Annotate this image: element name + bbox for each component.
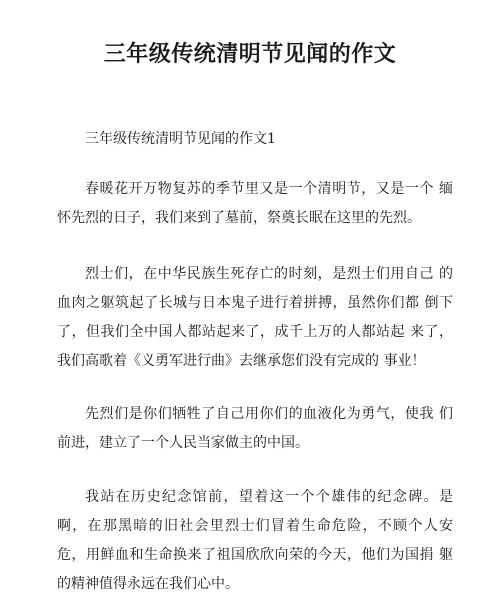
paragraph-4: 我站在历史纪念馆前，望着这一个个雄伟的纪念碑。是 啊，在那黑暗的旧社会里烈士们冒着生命危险，不顾个人安 危，用鲜血和生命换来了祖国欣欣向荣的今天，他们为国捐 躯的精神值得永远在我们心中。	[57, 489, 453, 592]
article-body	[57, 128, 453, 599]
paragraph-1: 春暖花开万物复苏的季节里又是一个清明节，又是一个 缅怀先烈的日子，我们来到了墓前，祭奠长眠在这里的先烈。	[57, 181, 453, 226]
article-subtitle: 三年级传统清明节见闻的作文1	[85, 131, 276, 147]
paragraph-2: 烈士们，在中华民族生死存亡的时刻，是烈士们用自己 的血肉之躯筑起了长城与日本鬼子进行着拼搏，虽然你们都 倒下了，但我们全中国人都站起来了，成千上万的人都站起 来了，我们高歌着《义勇军进行曲》去继承您们没有完成的 事业！	[57, 266, 453, 369]
paragraph-3: 先烈们是你们牺牲了自己用你们的血液化为勇气，使我 们前进，建立了一个人民当家做主的中国。	[57, 406, 453, 451]
page-title: 三年级传统清明节见闻的作文	[103, 42, 397, 67]
